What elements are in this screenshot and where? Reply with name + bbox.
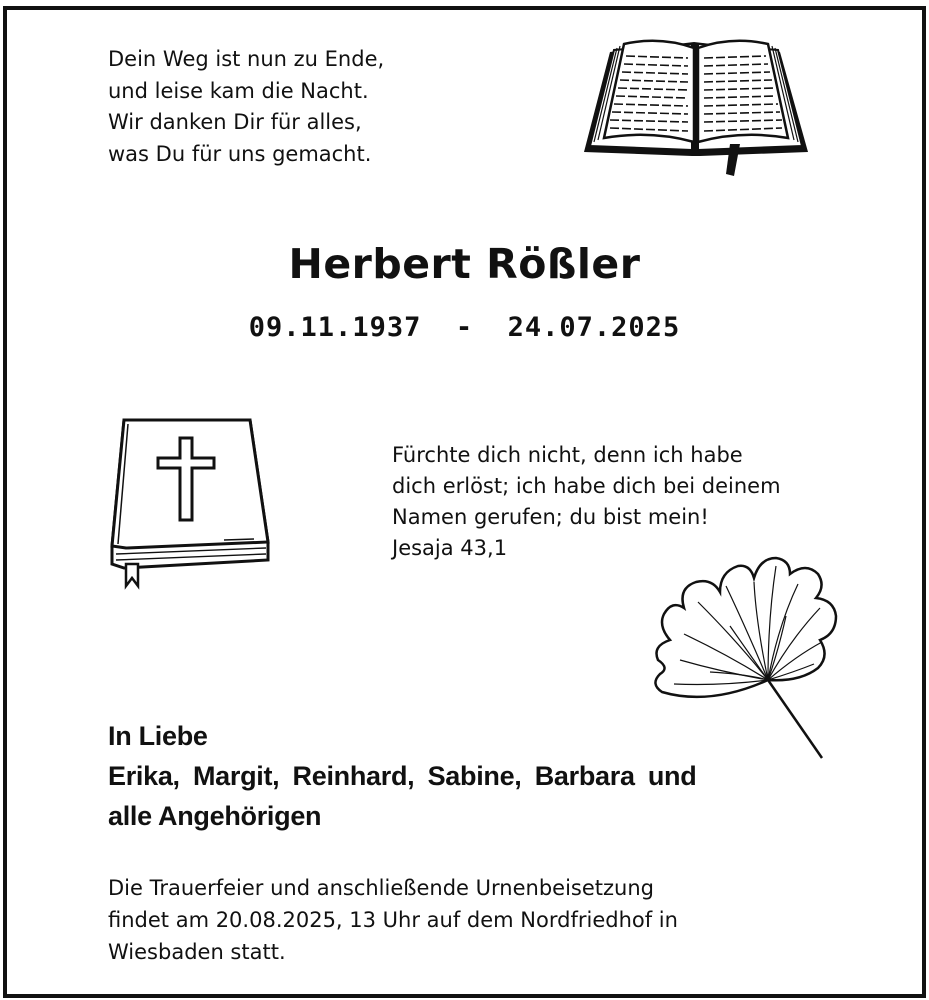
verse-line: und leise kam die Nacht. xyxy=(108,78,369,103)
family-names: Erika, Margit, Reinhard, Sabine, Barbara und xyxy=(108,761,697,791)
life-dates xyxy=(0,312,929,343)
verse-line: dich erlöst; ich habe dich bei deinem xyxy=(392,474,781,498)
top-verse xyxy=(108,44,384,170)
verse-line: Namen gerufen; du bist mein! xyxy=(392,505,709,529)
verse-reference: Jesaja 43,1 xyxy=(392,536,508,560)
verse-line: was Du für uns gemacht. xyxy=(108,141,372,166)
verse-line: Dein Weg ist nun zu Ende, xyxy=(108,47,385,71)
verse-line: Wir danken Dir für alles, xyxy=(108,110,362,134)
family-intro: In Liebe xyxy=(108,721,208,751)
birth-date: 09.11.1937 xyxy=(248,312,422,343)
family-others: alle Angehörigen xyxy=(108,801,322,831)
notice-line: findet am 20.08.2025, 13 Uhr auf dem Nordfriedhof in xyxy=(108,908,678,932)
family-block xyxy=(108,716,696,836)
bible-cross-icon xyxy=(104,414,274,586)
scripture-verse xyxy=(392,440,781,564)
death-date: 24.07.2025 xyxy=(507,312,681,343)
notice-line: Die Trauerfeier und anschließende Urnenbeisetzung xyxy=(108,876,654,900)
deceased-name: Herbert Rößler xyxy=(288,240,641,288)
notice-line: Wiesbaden statt. xyxy=(108,940,286,964)
verse-line: Fürchte dich nicht, denn ich habe xyxy=(392,443,743,467)
funeral-notice xyxy=(108,872,678,968)
open-book-icon xyxy=(580,34,812,178)
date-separator: - xyxy=(455,312,474,343)
